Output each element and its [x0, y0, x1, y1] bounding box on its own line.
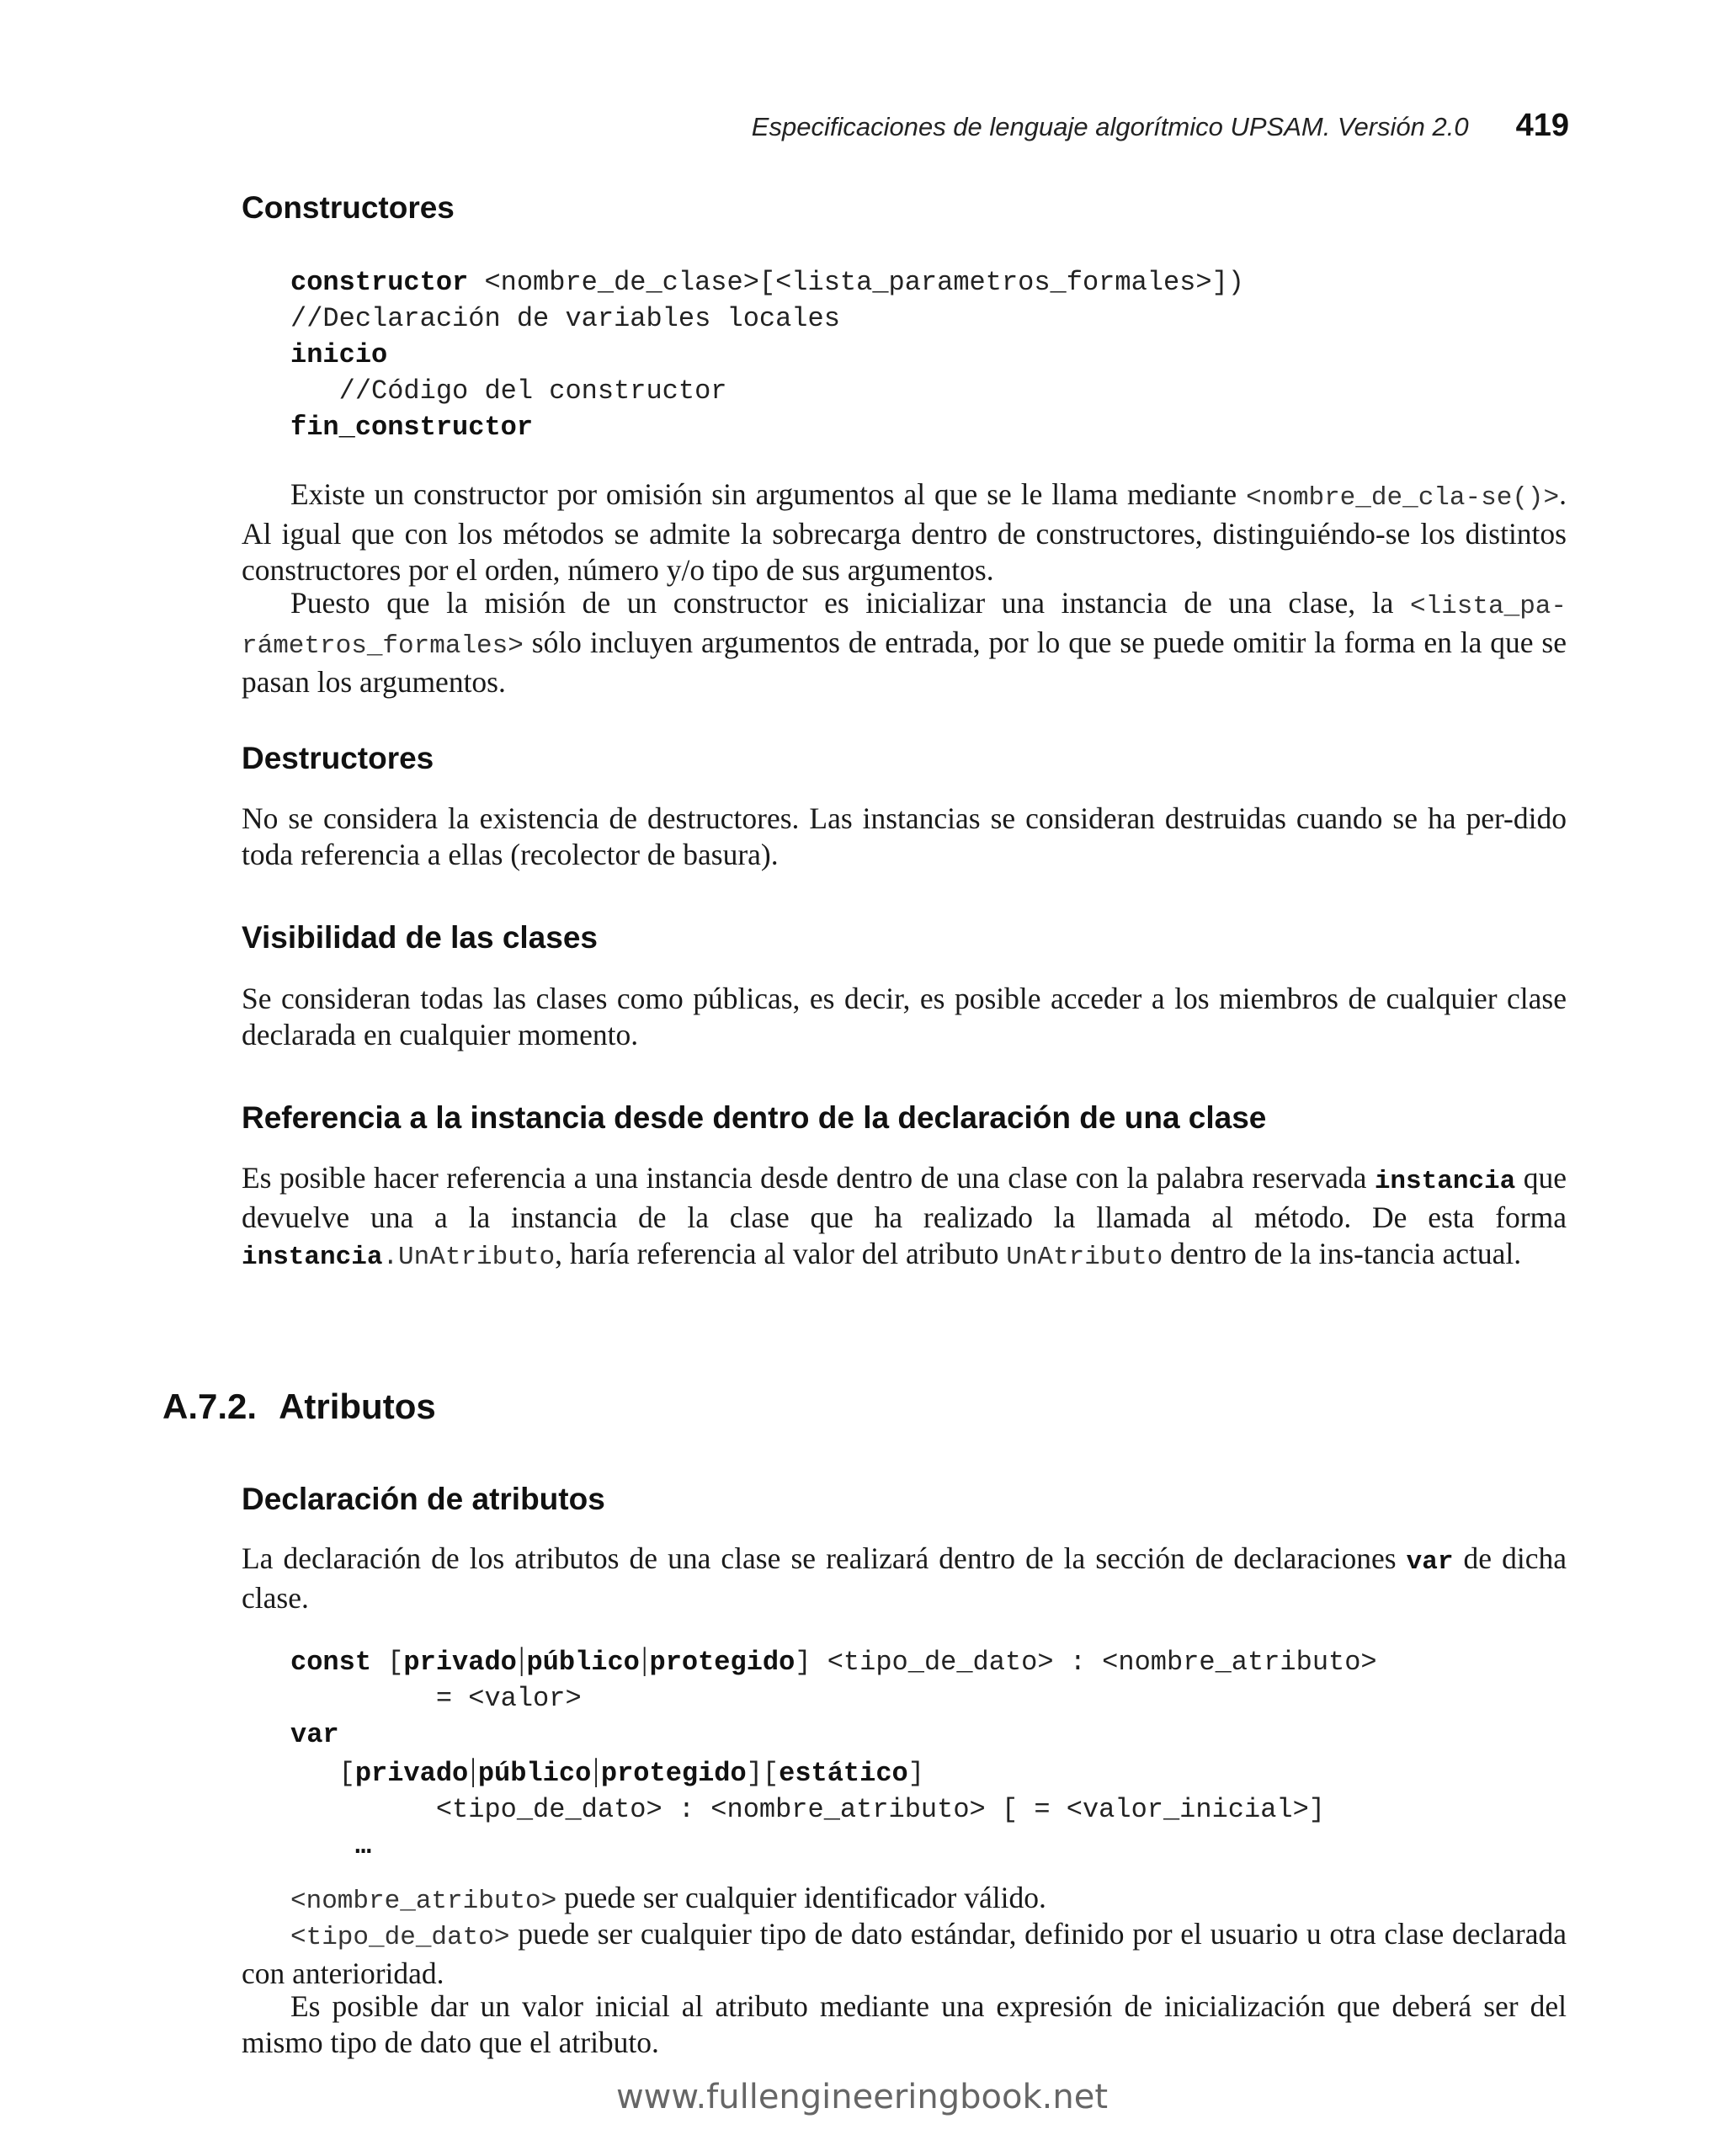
section-heading-atributos: [162, 1387, 436, 1427]
section-title: Atributos: [279, 1387, 436, 1426]
code-text: <tipo_de_dato> : <nombre_atributo> [ = <valor_inicial>]: [290, 1794, 1325, 1825]
text: de dicha clase.: [242, 1541, 1567, 1615]
code-keyword: público: [477, 1758, 592, 1789]
heading-destructores: Destructores: [242, 741, 434, 775]
code-text: <tipo_de_dato> : <nombre_atributo>: [811, 1647, 1377, 1678]
inline-keyword: var: [1406, 1547, 1454, 1577]
text: , haría referencia al valor del atributo: [555, 1237, 1007, 1270]
code-keyword: constructor: [290, 267, 469, 298]
heading-constructores: Constructores: [242, 190, 455, 225]
code-text: = <valor>: [290, 1683, 582, 1714]
running-title: Especificaciones de lenguaje algorítmico UPSAM. Versión 2.0: [751, 112, 1469, 141]
heading-declaracion-atributos: Declaración de atributos: [242, 1482, 605, 1516]
heading-referencia-instancia: Referencia a la instancia desde dentro de la declaración de una clase: [242, 1100, 1267, 1135]
text: . Al igual que con los métodos se admite la sobrecarga dentro de constructores, distinguiéndo-se los distintos constructores por el orden, número y/o tipo de sus argumentos.: [242, 477, 1567, 587]
inline-code: <lista_pa-rámetros_formales>: [242, 592, 1567, 661]
running-header: [752, 108, 1569, 144]
text: Existe un constructor por omisión sin argumentos al que se le llama mediante: [290, 477, 1247, 511]
code-keyword: fin_constructor: [290, 412, 534, 443]
code-keyword: protegido: [600, 1758, 747, 1789]
code-keyword: var: [290, 1719, 339, 1750]
text: que devuelve una a la instancia de la clase que ha realizado la llamada al método. De esta forma: [242, 1161, 1567, 1234]
separator-bar: |: [593, 1753, 599, 1788]
code-keyword: privado: [354, 1758, 469, 1789]
code-keyword: const: [290, 1647, 372, 1678]
section-number: A.7.2.: [162, 1387, 258, 1426]
separator-bar: |: [470, 1753, 476, 1788]
inline-code: <nombre_de_cla-se()>: [1246, 483, 1560, 513]
text: sólo incluyen argumentos de entrada, por lo que se puede omitir la forma en la que se pasan los argumentos.: [242, 626, 1567, 699]
code-keyword: protegido: [649, 1647, 795, 1678]
code-keyword: público: [526, 1647, 640, 1678]
paragraph-referencia-instancia: [242, 1160, 1567, 1275]
text: dentro de la ins-tancia actual.: [1163, 1237, 1522, 1270]
paragraph-tipo-dato: [242, 1916, 1567, 1992]
heading-visibilidad: Visibilidad de las clases: [242, 920, 598, 955]
paragraph-nombre-atributo: [242, 1880, 1567, 1919]
code-block-constructor: [290, 264, 1244, 445]
paragraph-visibilidad: Se consideran todas las clases como públicas, es decir, es posible acceder a los miembros de cualquier clase declarada en cualquier momento.: [242, 982, 1567, 1051]
paragraph-constructor-omision: [242, 476, 1567, 588]
text: Puesto que la misión de un constructor es inicializar una instancia de una clase, la: [290, 586, 1410, 620]
paragraph-destructores: No se considera la existencia de destructores. Las instancias se consideran destruidas cuando se ha per-dido toda referencia a ellas (recolector de basura).: [242, 801, 1567, 871]
code-keyword: privado: [403, 1647, 517, 1678]
inline-keyword: instancia: [1374, 1167, 1516, 1196]
inline-code: <nombre_atributo>: [290, 1887, 557, 1916]
text: Es posible hacer referencia a una instancia desde dentro de una clase con la palabra reservada: [242, 1161, 1375, 1195]
text: puede ser cualquier identificador válido.: [556, 1881, 1046, 1914]
page-number: 419: [1515, 108, 1569, 143]
text: La declaración de los atributos de una clase se realizará dentro de la sección de declaraciones: [242, 1541, 1407, 1575]
paragraph-declaracion-intro: [242, 1541, 1567, 1616]
inline-keyword: instancia: [242, 1243, 383, 1272]
paragraph-constructor-mision: [242, 585, 1567, 700]
text: puede ser cualquier tipo de dato estándar, definido por el usuario u otra clase declarada con anterioridad.: [242, 1917, 1567, 1990]
code-comment: //Código del constructor: [290, 375, 727, 407]
code-keyword: inicio: [290, 339, 388, 370]
separator-bar: |: [518, 1642, 525, 1677]
separator-bar: |: [641, 1642, 648, 1677]
code-keyword: estático: [779, 1758, 908, 1789]
paragraph-valor-inicial: Es posible dar un valor inicial al atributo mediante una expresión de inicialización que deberá ser del mismo tipo de dato que el atributo.: [242, 1989, 1567, 2059]
inline-code: <tipo_de_dato>: [290, 1923, 510, 1952]
code-block-atributos: const [privado|público|protegido] <tipo_de_dato> : <nombre_atributo> = <valor> var [privado|público|protegido][estático] <tipo_de_dato> : <nombre_atributo> [ = <valor_inicial>] …: [290, 1642, 1377, 1861]
code-ellipsis: …: [354, 1830, 372, 1861]
code-comment: //Declaración de variables locales: [290, 303, 840, 334]
footer-watermark-url: www.fullengineeringbook.net: [615, 2078, 1109, 2116]
inline-code: UnAtributo: [1006, 1243, 1163, 1272]
code-text: <nombre_de_clase>[<lista_parametros_formales>]): [468, 267, 1244, 298]
inline-code: .UnAtributo: [382, 1243, 556, 1272]
